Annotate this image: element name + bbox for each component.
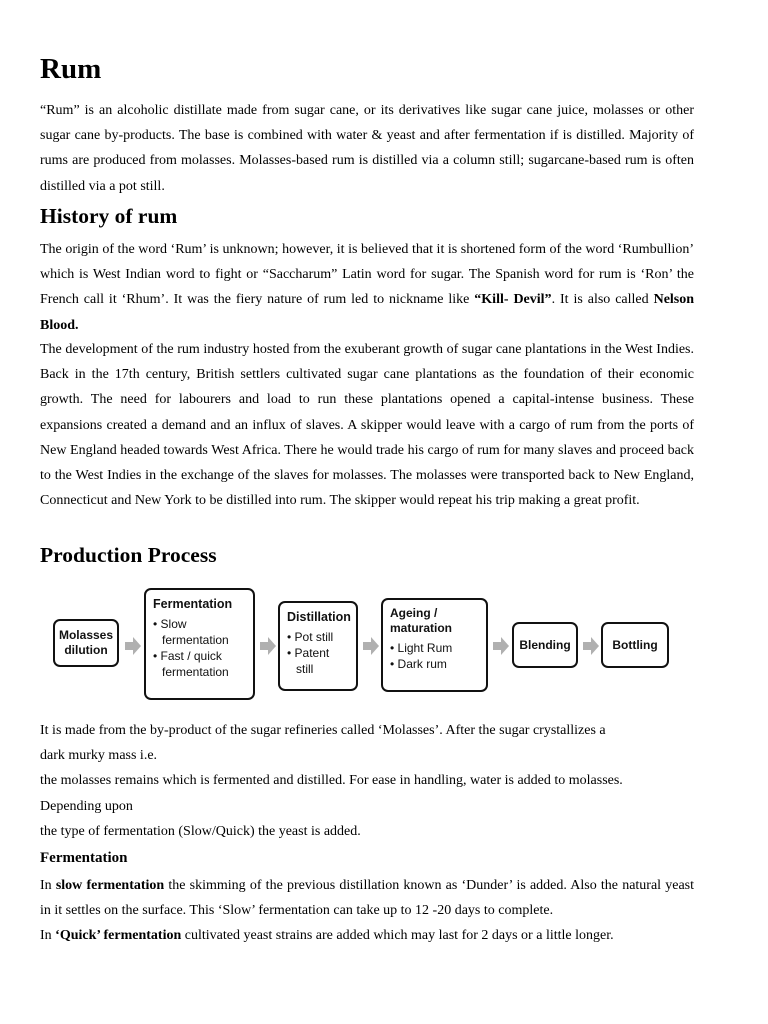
history-p1-mid: . It is also called (551, 292, 649, 308)
molasses-dilution-box (53, 619, 119, 667)
distillation-item-pot: • Pot still (287, 629, 349, 645)
history-paragraph-2: The development of the rum industry hosted from the exuberant growth of sugar cane plantations in the West Indies. Back in the 17th century, British settlers cultivated sugar cane plantations as the foundation of their economic growth. The need for labourers and load to run these plantations opened a capital-intense business. These expansions created a demand and an influx of slaves. A skipper would leave with a cargo of rum from the ports of New England headed towards West Africa. There he would trade his cargo of rum for many slaves and proceed back to the West Indies in the exchange of the slaves for molasses. The molasses were transported back to New England, Connecticut and New York to be distilled into rum. The skipper would repeat his trip making a great profit. (40, 342, 694, 509)
history-heading: History of rum (40, 204, 178, 228)
page-title: Rum (40, 53, 102, 85)
ageing-item-dark: • Dark rum (390, 656, 479, 672)
ageing-box-list (390, 640, 479, 672)
production-line-4: Depending upon (40, 798, 133, 814)
fermentation-p1-pre: In (40, 878, 52, 893)
production-line-2: dark murky mass i.e. (40, 748, 158, 764)
production-line-5: the type of fermentation (Slow/Quick) the yeast is added. (40, 823, 361, 839)
distillation-box-list (287, 629, 349, 677)
kill-devil-term: “Kill- Devil” (474, 292, 552, 308)
intro-paragraph: “Rum” is an alcoholic distillate made from sugar cane, or its derivatives like sugar cane juice, molasses or other sugar cane by-products. The base is combined with water & yeast and after fermentation if is distilled. Majority of rums are produced from molasses. Molasses-based rum is distilled via a column still; sugarcane-based rum is often distilled via a pot still. (40, 103, 694, 194)
history-p1-text: The origin of the word ‘Rum’ is unknown; however, it is believed that it is shortened form of the word ‘Rumbullion’ which is West Indian word to fight or “Saccharum” Latin word for sugar. The Spanish word for rum is ‘Ron’ the French call it ‘Rhum’. It was the fiery nature of rum led to nickname like (40, 242, 694, 308)
distillation-item-patent: • Patent still (287, 645, 349, 677)
production-paragraph (40, 718, 694, 844)
slow-fermentation-term: slow fermentation (55, 878, 165, 893)
ageing-box (381, 598, 488, 692)
fermentation-heading: Fermentation (40, 850, 128, 866)
history-paragraph-1 (40, 237, 694, 338)
production-flow-diagram (50, 586, 672, 702)
nelson-blood-term: Nelson Blood. (40, 292, 695, 333)
fermentation-box-list (153, 616, 246, 680)
bottling-box (601, 622, 669, 668)
fermentation-box (144, 588, 255, 700)
fermentation-paragraph-2 (40, 923, 694, 948)
quick-fermentation-term: ‘Quick’ fermentation (55, 928, 182, 943)
fermentation-box-title: Fermentation (153, 597, 233, 611)
production-line-1: It is made from the by-product of the sugar refineries called ‘Molasses’. After the sugar crystallizes a (40, 723, 606, 738)
distillation-box-title: Distillation (287, 610, 351, 624)
fermentation-paragraph-1 (40, 873, 694, 923)
ageing-box-title: Ageing / maturation (390, 606, 453, 635)
fermentation-p2-rest: cultivated yeast strains are added which may last for 2 days or a little longer. (184, 928, 614, 943)
blending-label: Blending (519, 637, 571, 652)
bottling-label: Bottling (612, 637, 658, 652)
fermentation-item-slow: • Slow fermentation (153, 616, 246, 648)
blending-box (512, 622, 578, 668)
molasses-dilution-label: Molasses dilution (58, 628, 114, 657)
fermentation-p2-pre: In (40, 928, 52, 943)
ageing-item-light: • Light Rum (390, 640, 479, 656)
fermentation-p1-rest: the skimming of the previous distillation known as ‘Dunder’ is added. Also the natural yeast in it settles on the surface. This ‘Slow’ fermentation can take up to 12 -20 days to complete. (40, 878, 694, 919)
production-heading: Production Process (40, 543, 217, 567)
production-line-3: the molasses remains which is fermented and distilled. For ease in handling, water is added to molasses. (40, 773, 623, 789)
fermentation-item-fast: • Fast / quick fermentation (153, 648, 246, 680)
distillation-box (278, 601, 358, 691)
